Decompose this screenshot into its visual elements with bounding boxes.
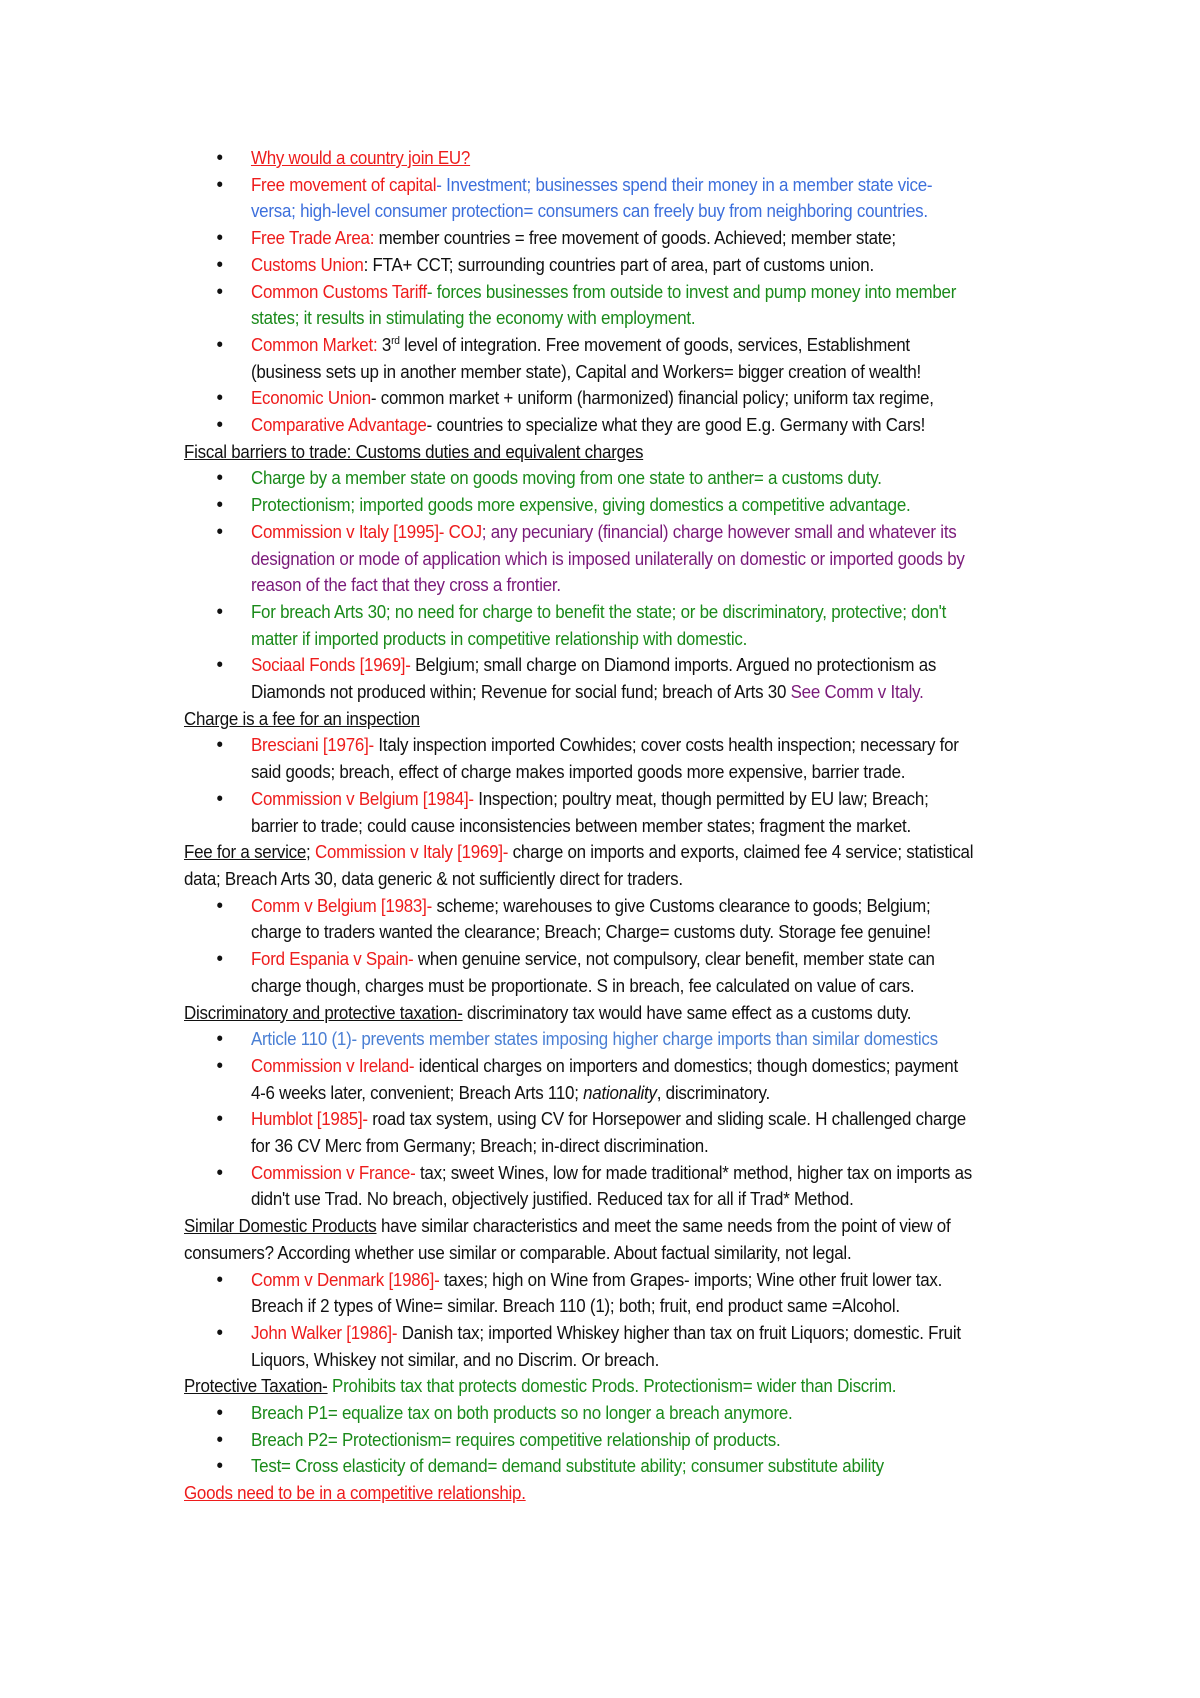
text-segment: level of integration. Free movement of goods, services, Establishment (business sets up in another member state), Capital and Workers= bigger creation of wealth! <box>250 334 921 382</box>
section-heading <box>184 1373 975 1400</box>
text-segment: Fiscal barriers to trade: Customs duties and equivalent charges <box>184 441 644 462</box>
text-segment: Humblot [1985]- <box>250 1109 368 1130</box>
bullet-item <box>184 412 975 439</box>
text-segment: Protectionism; imported goods more expensive, giving domestics a competitive advantage. <box>250 495 911 516</box>
bullet-item <box>184 1160 975 1213</box>
text-segment: Fee for a service; <box>184 842 311 863</box>
text-segment: - common market + uniform (harmonized) financial policy; uniform tax regime, <box>370 388 934 409</box>
section-heading <box>184 1480 975 1507</box>
text-segment: Similar Domestic Products <box>184 1216 377 1237</box>
bullet-item <box>184 279 975 332</box>
text-segment: discriminatory tax would have same effect as a customs duty. <box>462 1002 912 1023</box>
bullet-item <box>184 252 975 279</box>
bullet-item <box>184 1320 975 1373</box>
text-segment: Why would a country join EU? <box>250 148 471 168</box>
text-segment: tax; sweet Wines, low for made traditional* method, higher tax on imports as didn't use Trad. No breach, objectively justified. Reduced tax for all if Trad* Method. <box>250 1162 973 1210</box>
bullet-item <box>184 1267 975 1320</box>
text-segment: John Walker [1986]- <box>250 1322 398 1343</box>
text-segment: Article 110 (1)- prevents member states imposing higher charge imports than similar domestics <box>250 1029 938 1050</box>
text-segment: Commission v Italy [1969]- <box>310 842 509 863</box>
bullet-item <box>184 145 975 172</box>
text-segment: ; any pecuniary (financial) charge however small and whatever its designation or mode of application which is imposed unilaterally on domestic or imported goods by reason of the fact that they cross a frontier. <box>250 521 965 596</box>
text-segment: scheme; warehouses to give Customs clearance to goods; Belgium; charge to traders wanted the clearance; Breach; Charge= customs duty. Storage fee genuine! <box>250 895 931 943</box>
bullet-item <box>184 492 975 519</box>
text-segment: rd <box>391 334 400 347</box>
text-segment: Italy inspection imported Cowhides; cover costs health inspection; necessary for said goods; breach, effect of charge makes imported goods more expensive, barrier trade. <box>250 735 959 783</box>
bullet-item <box>184 786 975 839</box>
text-segment: Commission v Belgium [1984]- <box>250 788 474 809</box>
text-segment: Breach P1= equalize tax on both products so no longer a breach anymore. <box>250 1403 793 1424</box>
text-segment: Sociaal Fonds [1969]- <box>250 655 411 676</box>
bullet-item <box>184 1400 975 1427</box>
text-segment: For breach Arts 30; no need for charge to benefit the state; or be discriminatory, protective; don't matter if imported products in competitive relationship with domestic. <box>250 601 947 649</box>
text-segment: Comparative Advantage <box>250 415 427 436</box>
text-segment: Common Customs Tariff <box>250 281 427 302</box>
text-segment: Commission v Italy [1995]- COJ <box>250 521 482 542</box>
bullet-item <box>184 1053 975 1106</box>
text-segment: nationality <box>583 1082 657 1103</box>
text-segment: Common Market: <box>250 334 378 355</box>
bullet-item <box>184 1026 975 1053</box>
text-segment: Free Trade Area: <box>250 228 375 249</box>
text-segment: when genuine service, not compulsory, clear benefit, member state can charge though, charges must be proportionate. S in breach, fee calculated on value of cars. <box>250 949 935 996</box>
bullet-item <box>184 599 975 652</box>
text-segment: Test= Cross elasticity of demand= demand substitute ability; consumer substitute ability <box>250 1456 884 1477</box>
text-segment: member countries = free movement of goods. Achieved; member state; <box>374 228 896 249</box>
bullet-item <box>184 385 975 412</box>
text-segment: Free movement of capital <box>250 174 437 195</box>
text-segment: Inspection; poultry meat, though permitted by EU law; Breach; barrier to trade; could cause inconsistencies between member states; fragment the market. <box>250 788 929 836</box>
bullet-item <box>184 172 975 225</box>
text-segment: 3 <box>377 334 392 355</box>
text-segment: Customs Union <box>250 254 364 275</box>
bullet-item <box>184 465 975 492</box>
bullet-item <box>184 1106 975 1159</box>
section-heading <box>184 1213 975 1266</box>
text-segment: See Comm v Italy. <box>790 682 924 703</box>
text-segment: Comm v Belgium [1983]- <box>250 895 432 916</box>
text-segment: , discriminatory. <box>656 1082 770 1103</box>
text-segment: Goods need to be in a competitive relationship. <box>184 1483 526 1504</box>
text-segment: Ford Espania v Spain- <box>250 949 414 970</box>
section-heading <box>184 439 975 466</box>
text-segment: Protective Taxation- <box>184 1376 328 1397</box>
text-segment: Charge is a fee for an inspection <box>184 708 420 729</box>
text-segment: Charge by a member state on goods moving from one state to anther= a customs duty. <box>250 468 882 489</box>
text-segment: - countries to specialize what they are good E.g. Germany with Cars! <box>426 415 926 436</box>
text-segment: have similar characteristics and meet the same needs from the point of view of consumers? According whether use similar or comparable. About factual similarity, not legal. <box>184 1216 951 1263</box>
text-segment: - forces businesses from outside to invest and pump money into member states; it results in stimulating the economy with employment. <box>250 281 957 329</box>
text-segment: Belgium; small charge on Diamond imports. Argued no protectionism as Diamonds not produced within; Revenue for social fund; breach of Arts 30 <box>250 655 937 703</box>
text-segment: Breach P2= Protectionism= requires competitive relationship of products. <box>250 1429 781 1450</box>
text-segment: : FTA+ CCT; surrounding countries part of area, part of customs union. <box>363 254 874 275</box>
bullet-item <box>184 225 975 252</box>
text-segment: road tax system, using CV for Horsepower and sliding scale. H challenged charge for 36 CV Merc from Germany; Breach; in-direct discrimination. <box>250 1109 966 1157</box>
text-segment: Prohibits tax that protects domestic Prods. Protectionism= wider than Discrim. <box>327 1376 897 1397</box>
section-heading <box>184 1000 975 1027</box>
document-page <box>184 145 975 1507</box>
text-segment: charge on imports and exports, claimed fee 4 service; statistical data; Breach Arts 30, data generic & not sufficiently direct for traders. <box>184 842 974 889</box>
bullet-item <box>184 893 975 946</box>
text-segment: Economic Union <box>250 388 371 409</box>
bullet-item <box>184 946 975 999</box>
text-segment: Comm v Denmark [1986]- <box>250 1269 440 1290</box>
text-segment: - Investment; businesses spend their money in a member state vice-versa; high-level consumer protection= consumers can freely buy from neighboring countries. <box>250 174 933 222</box>
bullet-item <box>184 1427 975 1454</box>
text-segment: Bresciani [1976]- <box>250 735 374 756</box>
text-segment: Commission v Ireland- <box>250 1055 415 1076</box>
section-heading <box>184 839 975 892</box>
bullet-item <box>184 332 975 385</box>
text-segment: Danish tax; imported Whiskey higher than tax on fruit Liquors; domestic. Fruit Liquors, Whiskey not similar, and no Discrim. Or breach. <box>250 1322 961 1370</box>
text-segment: identical charges on importers and domestics; though domestics; payment 4-6 weeks later, convenient; Breach Arts 110; <box>250 1055 958 1103</box>
text-segment: Commission v France- <box>250 1162 416 1183</box>
bullet-item <box>184 652 975 705</box>
bullet-item <box>184 732 975 785</box>
section-heading <box>184 706 975 733</box>
bullet-item <box>184 1453 975 1480</box>
bullet-item <box>184 519 975 599</box>
text-segment: Discriminatory and protective taxation- <box>184 1002 463 1023</box>
text-segment: taxes; high on Wine from Grapes- imports; Wine other fruit lower tax. Breach if 2 types of Wine= similar. Breach 110 (1); both; fruit, end product same =Alcohol. <box>250 1269 943 1317</box>
